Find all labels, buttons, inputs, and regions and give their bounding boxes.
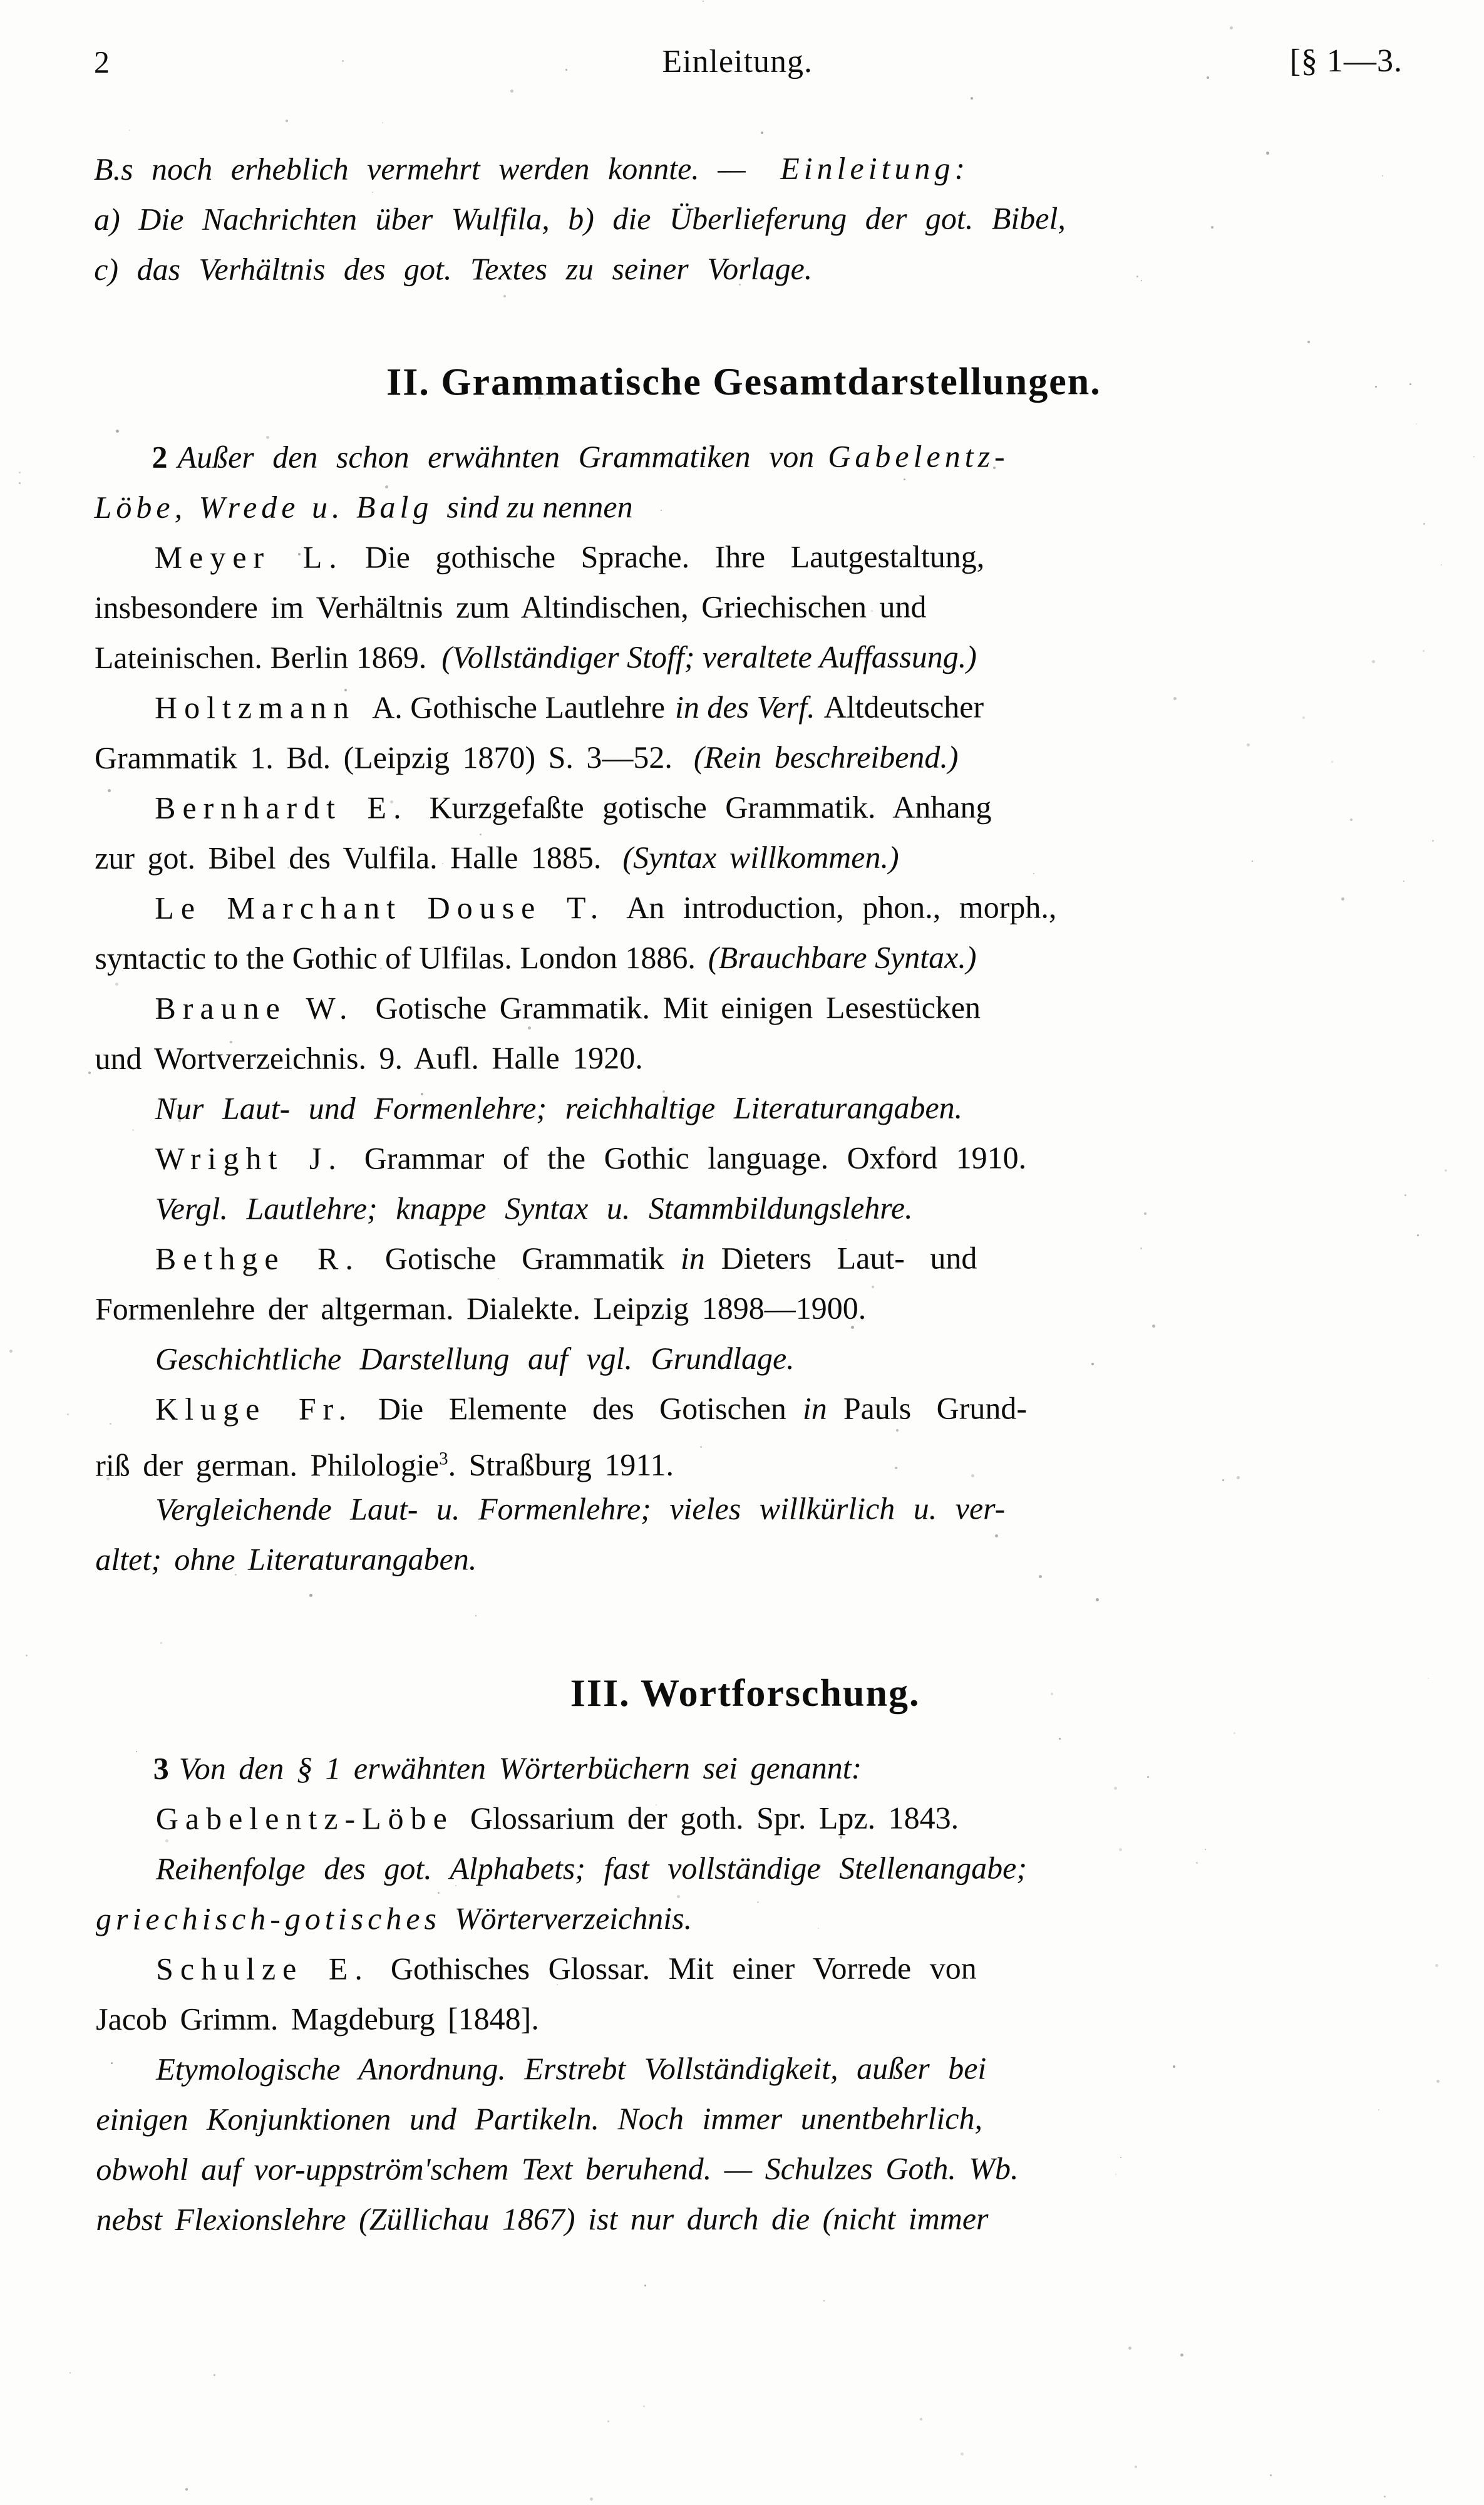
- edition-superscript: 3: [439, 1449, 448, 1469]
- entry-note: einigen Konjunktionen und Partikeln. Noch immer unentbehrlich,: [96, 2100, 982, 2137]
- entry-note: nebst Flexionslehre (Züllichau 1867) ist nur durch die (nicht immer: [96, 2201, 989, 2237]
- bibliography-entry-line: riß der german. Philologie$^3$. Straßburg 1911.: [95, 1447, 674, 1483]
- paragraph-line: B.s noch erheblich vermehrt werden konnte. — Einleitung:: [94, 150, 970, 187]
- paragraph-line: 2 Außer den schon erwähnten Grammatiken von Gabelentz-: [152, 438, 1009, 475]
- entry-author: Bethge R.: [155, 1241, 360, 1276]
- running-title: Einleitung.: [662, 43, 813, 80]
- bibliography-entry-line: Jacob Grimm. Magdeburg [1848].: [96, 2001, 539, 2037]
- spacer: [95, 1583, 1394, 1666]
- entry-note: Geschichtliche Darstellung auf vgl. Grundlage.: [155, 1340, 795, 1376]
- entry-author: Wright J.: [155, 1140, 343, 1176]
- bibliography-entry-line: Gabelentz-Löbe Glossarium der goth. Spr. Lpz. 1843.: [155, 1800, 959, 1836]
- section-reference: [§ 1—3.: [1289, 43, 1403, 80]
- entry-note: (Vollständiger Stoff; veraltete Auffassung.): [441, 639, 977, 675]
- bibliography-entry-line: Kluge Fr. Die Elemente des Gotischen in Pauls Grund-: [155, 1390, 1028, 1427]
- spacer: [94, 293, 1393, 354]
- bibliography-entry-line: Braune W. Gotische Grammatik. Mit einigen Lesestücken: [155, 989, 981, 1026]
- section-number: 2: [152, 439, 168, 475]
- paragraph-line: c) das Verhältnis des got. Textes zu seiner Vorlage.: [94, 250, 813, 287]
- bibliography-entry-line: syntactic to the Gothic of Ulfilas. London 1886. (Brauchbare Syntax.): [95, 939, 977, 976]
- entry-note: Nur Laut- und Formenlehre; reichhaltige Literaturangaben.: [155, 1090, 963, 1126]
- entry-note: (Rein beschreibend.): [693, 739, 959, 775]
- spacer: [96, 1721, 1395, 1743]
- entry-author: Kluge Fr.: [155, 1391, 354, 1427]
- paragraph-line: a) Die Nachrichten über Wulfila, b) die Überlieferung der got. Bibel,: [94, 200, 1066, 237]
- bibliography-entry-line: zur got. Bibel des Vulfila. Halle 1885. (Syntax willkommen.): [95, 839, 899, 875]
- entry-author: Holtzmann: [154, 690, 356, 725]
- bibliography-entry-line: Le Marchant Douse T. An introduction, phon., morph.,: [155, 889, 1057, 926]
- entry-note: Reihenfolge des got. Alphabets; fast vollständige Stellenangabe;: [155, 1850, 1028, 1886]
- entry-note: (Syntax willkommen.): [622, 839, 899, 875]
- entry-author: Meyer L.: [154, 539, 344, 575]
- entry-note: (Brauchbare Syntax.): [708, 939, 977, 975]
- bibliography-entry-line: Bernhardt E. Kurzgefaßte gotische Grammatik. Anhang: [155, 789, 992, 825]
- entry-note: griechisch-gotisches Wörterverzeichnis.: [95, 1901, 693, 1936]
- page-folio-number: 2: [94, 44, 110, 80]
- entry-note: Vergleichende Laut- u. Formenlehre; vieles willkürlich u. ver-: [155, 1490, 1006, 1527]
- bibliography-entry-line: Wright J. Grammar of the Gothic language. Oxford 1910.: [155, 1140, 1027, 1176]
- running-head: [94, 43, 1403, 88]
- entry-note: Etymologische Anordnung. Erstrebt Vollständigkeit, außer bei: [156, 2050, 987, 2087]
- bibliography-entry-line: Meyer L. Die gothische Sprache. Ihre Lautgestaltung,: [154, 539, 985, 575]
- bibliography-entry-line: und Wortverzeichnis. 9. Aufl. Halle 1920.: [95, 1040, 643, 1076]
- bibliography-entry-line: insbesondere im Verhältnis zum Altindischen, Griechischen und: [94, 589, 927, 625]
- entry-author: Gabelentz-Löbe: [155, 1800, 454, 1836]
- entry-note: Vergl. Lautlehre; knappe Syntax u. Stammbildungslehre.: [155, 1190, 913, 1226]
- section-heading-3: III. Wortforschung.: [570, 1671, 920, 1715]
- bibliography-entry-line: Lateinischen. Berlin 1869. (Vollständiger Stoff; veraltete Auffassung.): [94, 639, 977, 675]
- section-number: 3: [153, 1750, 169, 1786]
- entry-note: altet; ohne Literaturangaben.: [95, 1541, 477, 1577]
- bibliography-entry-line: Bethge R. Gotische Grammatik in Dieters Laut- und: [155, 1240, 977, 1276]
- bibliography-entry-line: Formenlehre der altgerman. Dialekte. Leipzig 1898—1900.: [95, 1290, 867, 1326]
- section-heading-2: II. Grammatische Gesamtdarstellungen.: [386, 360, 1101, 404]
- bibliography-entry-line: Schulze E. Gothisches Glossar. Mit einer Vorrede von: [156, 1950, 977, 1986]
- page-text-block: [94, 143, 1396, 2244]
- entry-author: Bernhardt E.: [155, 790, 408, 825]
- entry-author: Le Marchant Douse T.: [155, 890, 605, 926]
- entry-author: Schulze E.: [156, 1951, 369, 1986]
- entry-author: Braune W.: [155, 990, 354, 1026]
- entry-note: obwohl auf vor-uppström'schem Text beruhend. — Schulzes Goth. Wb.: [96, 2151, 1019, 2187]
- spacer: [94, 410, 1393, 432]
- paragraph-line: Löbe, Wrede u. Balg sind zu nennen: [94, 489, 633, 525]
- bibliography-entry-line: Holtzmann A. Gothische Lautlehre in des Verf. Altdeutscher: [154, 689, 984, 725]
- bibliography-entry-line: Grammatik 1. Bd. (Leipzig 1870) S. 3—52. (Rein beschreibend.): [94, 739, 959, 775]
- paragraph-line: 3 Von den § 1 erwähnten Wörterbüchern sei genannt:: [153, 1750, 862, 1786]
